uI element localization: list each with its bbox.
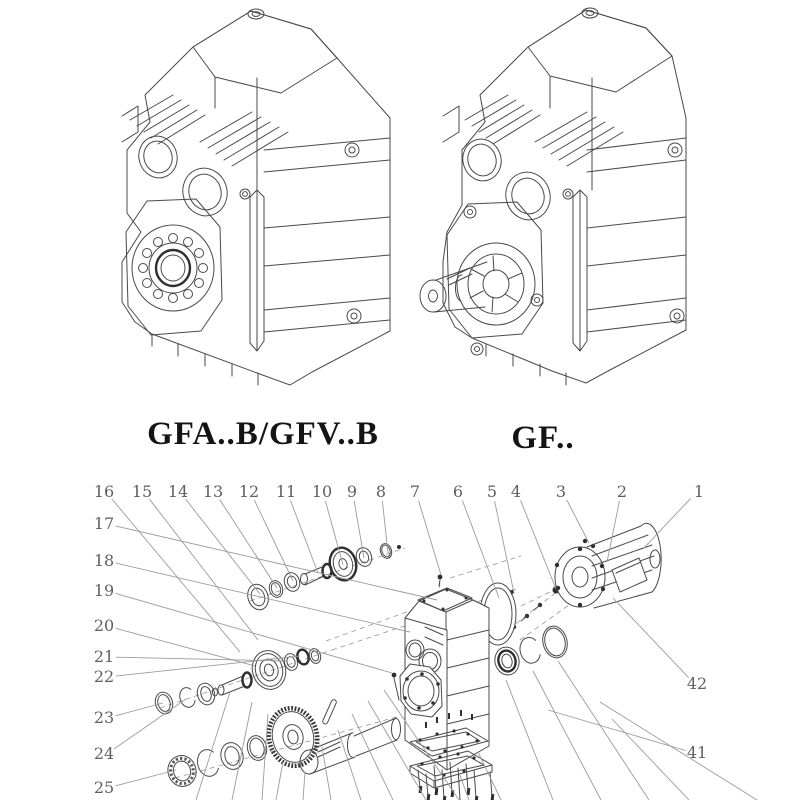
leader-line-11 <box>290 500 318 573</box>
leader-line-20 <box>116 628 255 666</box>
leader-line-14 <box>186 499 260 594</box>
gf-gearbox-drawing <box>420 8 686 385</box>
inspection-bores <box>457 134 573 225</box>
callout-9: 9 <box>346 482 358 501</box>
front-pillar <box>250 190 264 351</box>
intermediate-shaft-parts <box>153 647 323 716</box>
leader-line-41 <box>548 710 685 751</box>
callout-11: 11 <box>275 482 297 501</box>
shaft-key <box>322 699 337 725</box>
partial-leader-line-13 <box>478 752 501 800</box>
partial-leader-line-10 <box>506 680 553 800</box>
exploded-parts-drawing <box>153 523 661 800</box>
foot-ticks <box>152 334 258 385</box>
leader-line-13 <box>220 499 277 588</box>
callout-5: 5 <box>486 482 498 501</box>
callout-14: 14 <box>167 482 189 501</box>
callout-7: 7 <box>409 482 421 501</box>
mounting-straps <box>264 138 390 332</box>
callout-19: 19 <box>93 581 115 600</box>
partial-leader-line-12 <box>558 661 649 800</box>
partial-leader-line-4 <box>303 772 305 800</box>
mounting-straps <box>587 138 686 332</box>
callout-2: 2 <box>616 482 628 501</box>
partial-leader-line-5 <box>322 747 331 800</box>
callout-24: 24 <box>93 744 115 763</box>
leader-line-6 <box>462 500 499 598</box>
output-gear <box>263 704 322 771</box>
leader-line-17 <box>116 526 437 600</box>
gear-housing <box>392 588 489 770</box>
solid-output-shaft <box>420 262 487 312</box>
callout-1: 1 <box>693 482 705 501</box>
callout-21: 21 <box>93 647 115 666</box>
callout-25: 25 <box>93 778 115 797</box>
partial-leader-line-7 <box>352 714 393 800</box>
callout-13: 13 <box>202 482 224 501</box>
leader-line-3 <box>567 500 589 543</box>
model-label-gfab: GFA..B/GFV..B <box>147 416 379 452</box>
intermediate-gear <box>248 647 290 693</box>
housing-silhouette <box>122 11 390 385</box>
callout-20: 20 <box>93 616 115 635</box>
cooling-fins <box>465 95 623 166</box>
callout-18: 18 <box>93 551 115 570</box>
callout-6: 6 <box>452 482 464 501</box>
callout-41: 41 <box>686 743 708 762</box>
leader-line-5 <box>495 501 514 593</box>
housing-silhouette <box>443 10 686 383</box>
leader-line-16 <box>112 499 240 652</box>
callout-4: 4 <box>510 482 522 501</box>
motor <box>555 523 661 608</box>
partial-leader-line-11 <box>533 671 601 800</box>
front-pillar <box>573 190 587 351</box>
ball-bearing <box>165 753 200 790</box>
partial-leader-line-1 <box>232 702 252 800</box>
leader-line-7 <box>419 501 441 575</box>
assembly-guide-dashes <box>160 548 580 778</box>
output-shaft-parts <box>165 699 401 790</box>
cooling-fins <box>130 95 288 166</box>
callout-15: 15 <box>131 482 153 501</box>
side-wing-tab <box>122 106 138 142</box>
partial-leader-line-16 <box>612 719 689 800</box>
callout-10: 10 <box>311 482 333 501</box>
leader-line-25 <box>116 770 176 786</box>
side-wing-tab <box>443 106 459 142</box>
leader-line-4 <box>521 500 556 589</box>
callout-23: 23 <box>93 708 115 727</box>
terminal-box <box>612 558 647 592</box>
leader-line-23 <box>116 703 163 716</box>
leader-line-1 <box>643 498 691 549</box>
partial-leader-line-0 <box>196 692 230 800</box>
partial-leader-line-15 <box>600 702 757 800</box>
foot-ticks <box>486 344 566 385</box>
gfab-gearbox-drawing <box>122 9 390 385</box>
partial-leader-line-2 <box>262 714 268 800</box>
callout-42: 42 <box>686 674 708 693</box>
callout-3: 3 <box>555 482 567 501</box>
partial-leader-line-6 <box>338 730 361 800</box>
callout-12: 12 <box>238 482 260 501</box>
model-label-gf: GF.. <box>511 420 575 456</box>
leader-line-42 <box>613 598 689 678</box>
callout-22: 22 <box>93 667 115 686</box>
output-bearing-face <box>126 199 222 335</box>
partial-leader-line-3 <box>276 762 283 800</box>
callout-16: 16 <box>93 482 115 501</box>
output-flange-face <box>447 202 543 355</box>
leader-line-2 <box>607 501 619 562</box>
leader-line-18 <box>116 563 410 632</box>
leader-line-10 <box>325 501 343 565</box>
callout-17: 17 <box>93 514 115 533</box>
leader-line-12 <box>254 500 293 581</box>
callout-8: 8 <box>375 482 387 501</box>
input-shaft-parts <box>244 542 401 612</box>
